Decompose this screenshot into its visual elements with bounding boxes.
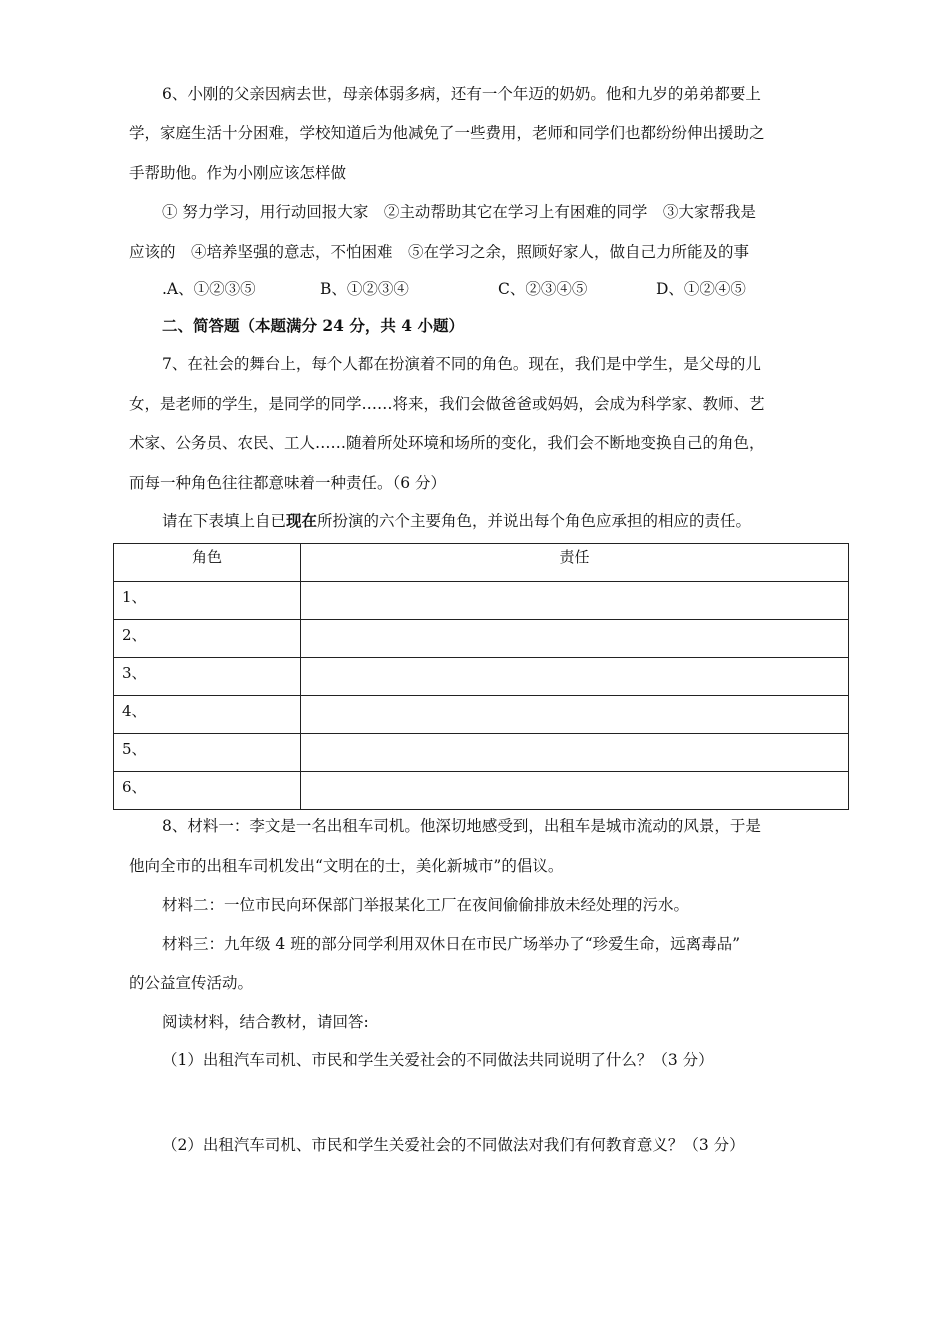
q7-line-2: 女，是老师的学生，是同学的同学……将来，我们会做爸爸或妈妈，会成为科学家、教师、艺 [129,395,765,413]
instruction-pre: 请在下表填上自已 [162,512,287,530]
role-cell[interactable]: 5、 [114,734,301,772]
q6-line-2: 学，家庭生活十分困难，学校知道后为他减免了一些费用，老师和同学们也都纷纷伸出援助之 [129,124,765,142]
responsibility-cell[interactable] [301,734,849,772]
table-row [114,658,849,696]
q8-line-4: 材料三：九年级 4 班的部分同学利用双休日在市民广场举办了“珍爱生命，远离毒品” [162,935,741,953]
responsibility-cell[interactable] [301,696,849,734]
q8-question-1: （1）出租汽车司机、市民和学生关爱社会的不同做法共同说明了什么？（3 分） [162,1051,714,1069]
role-cell[interactable]: 2、 [114,620,301,658]
role-cell[interactable]: 3、 [114,658,301,696]
role-cell[interactable]: 4、 [114,696,301,734]
role-cell[interactable]: 6、 [114,772,301,810]
q6-option-d: D、①②④⑤ [656,280,746,298]
responsibility-cell[interactable] [301,582,849,620]
q6-line-1: 6、小刚的父亲因病去世，母亲体弱多病，还有一个年迈的奶奶。他和九岁的弟弟都要上 [162,85,761,103]
q8-line-1: 8、材料一：李文是一名出租车司机。他深切地感受到，出租车是城市流动的风景，于是 [162,817,761,835]
q8-question-2: （2）出租汽车司机、市民和学生关爱社会的不同做法对我们有何教育意义？（3 分） [162,1136,745,1154]
q7-line-4: 而每一种角色往往都意味着一种责任。（6 分） [129,474,447,492]
instruction-emphasis: 现在 [286,511,318,530]
q8-line-2: 他向全市的出租车司机发出“文明在的士，美化新城市”的倡议。 [129,857,564,875]
q6-option-b: B、①②③④ [320,280,409,298]
q6-option-a: .A、①②③⑤ [162,280,256,298]
q6-option-c: C、②③④⑤ [498,280,588,298]
q6-line-4: ① 努力学习，用行动回报大家 ②主动帮助其它在学习上有困难的同学 ③大家帮我是 [162,203,756,221]
table-row [114,772,849,810]
instruction-post: 所扮演的六个主要角色，并说出每个角色应承担的相应的责任。 [317,512,752,530]
header-role: 角色 [114,544,301,582]
table-header-row [114,544,849,582]
table-row [114,582,849,620]
table-row [114,734,849,772]
q8-line-3: 材料二：一位市民向环保部门举报某化工厂在夜间偷偷排放未经处理的污水。 [162,896,690,914]
q7-line-1: 7、在社会的舞台上，每个人都在扮演着不同的角色。现在，我们是中学生，是父母的儿 [162,355,761,373]
q6-line-3: 手帮助他。作为小刚应该怎样做 [129,164,347,182]
q6-line-5: 应该的 ④培养坚强的意志，不怕困难 ⑤在学习之余，照顾好家人，做自己力所能及的事 [129,243,750,261]
table-row [114,696,849,734]
responsibility-cell[interactable] [301,772,849,810]
q7-line-3: 术家、公务员、农民、工人……随着所处环境和场所的变化，我们会不断地变换自己的角色， [129,434,765,452]
q8-line-5: 的公益宣传活动。 [129,974,254,992]
responsibility-cell[interactable] [301,658,849,696]
header-responsibility: 责任 [301,544,849,582]
q7-instruction [162,511,751,531]
responsibility-cell[interactable] [301,620,849,658]
roles-table [113,543,849,810]
section-heading: 二、简答题（本题满分 24 分，共 4 小题） [162,316,464,335]
table-row [114,620,849,658]
q8-line-6: 阅读材料，结合教材，请回答: [162,1013,369,1031]
role-cell[interactable]: 1、 [114,582,301,620]
